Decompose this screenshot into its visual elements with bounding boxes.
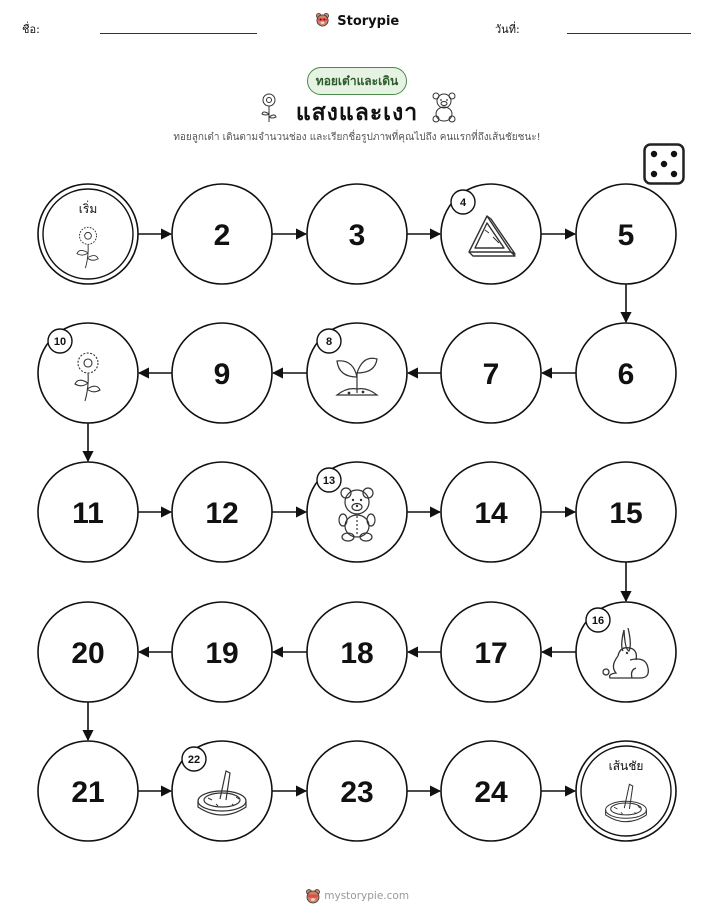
board-space[interactable]: [38, 741, 138, 841]
board-space[interactable]: [441, 323, 541, 423]
board-space[interactable]: [576, 323, 676, 423]
board-space[interactable]: [307, 184, 407, 284]
space-number: 8: [325, 336, 333, 348]
board-space[interactable]: [38, 462, 138, 562]
space-number: 9: [213, 358, 231, 391]
space-number: 3: [348, 219, 366, 252]
name-label: ชื่อ:: [22, 23, 40, 36]
board-space[interactable]: [441, 184, 541, 284]
space-number: 16: [591, 615, 605, 627]
board-space[interactable]: [38, 602, 138, 702]
brand-name: Storypie: [337, 14, 400, 29]
page-title: แสงและเงา: [295, 100, 419, 126]
board-space[interactable]: [307, 741, 407, 841]
board-space[interactable]: [172, 184, 272, 284]
board-space[interactable]: [576, 184, 676, 284]
board-space[interactable]: [576, 602, 676, 702]
finish-label: เส้นชัย: [608, 759, 644, 773]
date-label: วันที่:: [495, 23, 520, 36]
board-space[interactable]: [441, 741, 541, 841]
space-number: 18: [340, 637, 374, 670]
instructions: ทอยลูกเต๋า เดินตามจำนวนช่อง และเรียกชื่อรูปภาพที่คุณไปถึง คนแรกที่ถึงเส้นชัยชนะ!: [173, 132, 541, 143]
board-space[interactable]: [307, 323, 407, 423]
board-space[interactable]: [172, 602, 272, 702]
space-number: 2: [213, 219, 231, 252]
board-space[interactable]: [172, 741, 272, 841]
start-space[interactable]: [38, 184, 138, 284]
space-number: 14: [474, 497, 508, 530]
board-space[interactable]: [576, 462, 676, 562]
space-number: 17: [474, 637, 508, 670]
footer-bear-icon: [305, 890, 324, 902]
space-number: 20: [71, 637, 105, 670]
space-number: 13: [322, 475, 336, 487]
space-number: 19: [205, 637, 239, 670]
board-space[interactable]: [307, 462, 407, 562]
board-space[interactable]: [172, 323, 272, 423]
space-number: 5: [617, 219, 635, 252]
board-space[interactable]: [441, 462, 541, 562]
start-label: เริ่ม: [78, 202, 98, 216]
space-circle: [38, 184, 138, 284]
space-number: 22: [187, 754, 201, 766]
game-type-badge: ทอยเต๋าและเดิน: [307, 67, 407, 95]
board-space[interactable]: [38, 323, 138, 423]
space-number: 21: [71, 776, 105, 809]
footer-url[interactable]: mystorypie.com: [324, 890, 410, 902]
space-number: 7: [482, 358, 500, 391]
space-number: 24: [474, 776, 508, 809]
space-number: 23: [340, 776, 374, 809]
space-number: 11: [72, 497, 104, 530]
space-circle: [576, 741, 676, 841]
finish-space[interactable]: [576, 741, 676, 841]
space-number: 6: [617, 358, 635, 391]
footer: [0, 888, 714, 904]
board-space[interactable]: [307, 602, 407, 702]
space-number: 4: [459, 197, 467, 209]
board-space[interactable]: [441, 602, 541, 702]
space-number: 15: [609, 497, 643, 530]
board-space[interactable]: [172, 462, 272, 562]
space-number: 10: [53, 336, 67, 348]
space-number: 12: [205, 497, 239, 530]
